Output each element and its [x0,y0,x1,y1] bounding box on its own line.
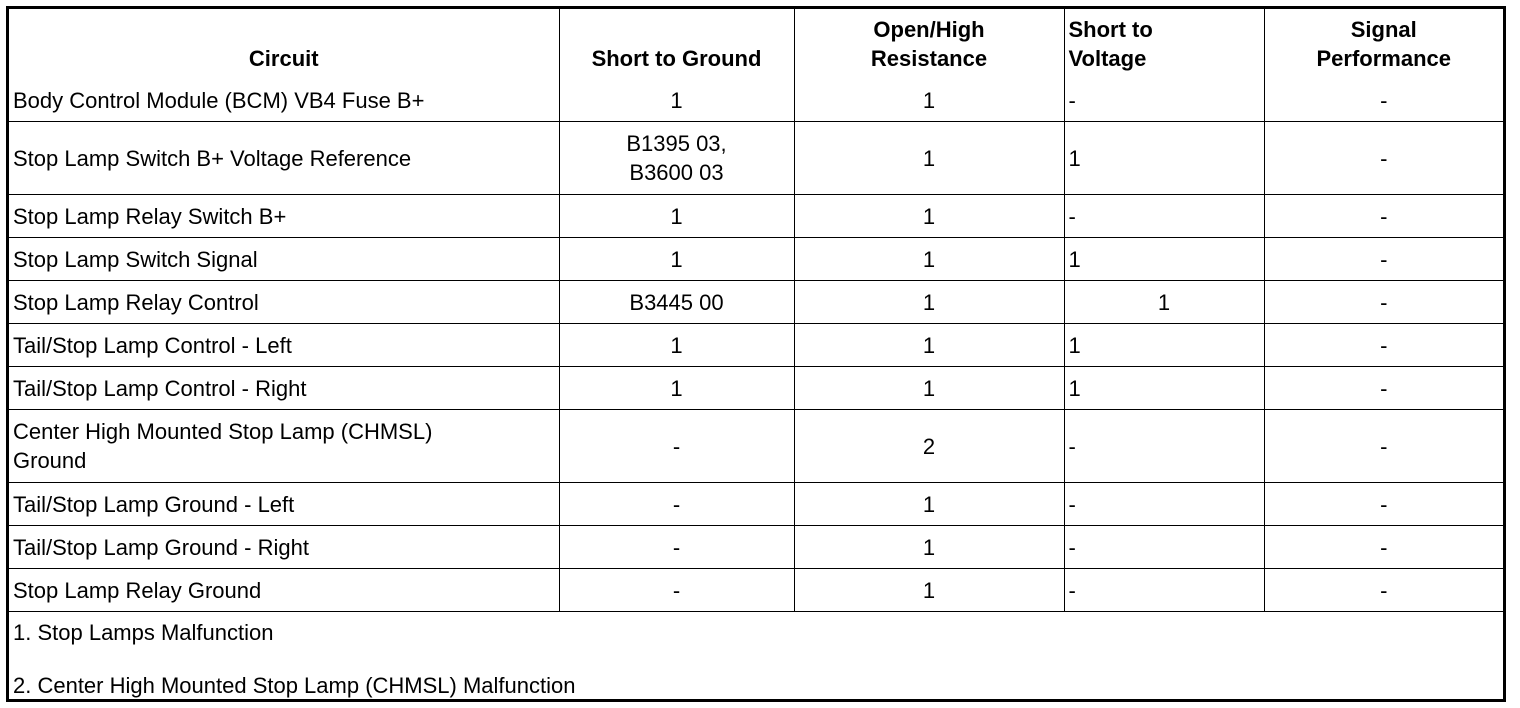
circuit-cell: Tail/Stop Lamp Ground - Right [9,526,559,569]
signal-performance-cell: - [1264,122,1503,195]
table-row [9,195,1503,238]
open-high-cell: 1 [794,483,1064,526]
short-ground-cell: - [559,526,794,569]
circuit-cell: Tail/Stop Lamp Control - Left [9,324,559,367]
signal-performance-cell: - [1264,324,1503,367]
circuit-cell: Tail/Stop Lamp Control - Right [9,367,559,410]
signal-performance-cell: - [1264,526,1503,569]
header-open-high-line-1: Open/High [873,17,985,42]
open-high-cell: 1 [794,195,1064,238]
symptom-diagnostic-table [9,9,1503,705]
signal-performance-cell: - [1264,483,1503,526]
short-ground-cell: 1 [559,195,794,238]
open-high-cell: 1 [794,238,1064,281]
open-high-cell: 1 [794,367,1064,410]
signal-performance-cell: - [1264,79,1503,122]
signal-performance-cell: - [1264,410,1503,483]
short-ground-cell: 1 [559,324,794,367]
header-open-high-line-2: Resistance [870,46,988,71]
signal-performance-cell: - [1264,281,1503,324]
short-voltage-cell: 1 [1064,122,1264,195]
header-short-voltage-line-1: Short to [1068,17,1153,42]
short-voltage-cell: - [1064,526,1264,569]
short-voltage-cell: 1 [1064,367,1264,410]
table-row [9,569,1503,612]
circuit-cell: Stop Lamp Switch Signal [9,238,559,281]
short-ground-cell: - [559,410,794,483]
header-signal-perf-line-1: Signal [1350,17,1417,42]
dtc-line-1: B1395 03, [626,131,727,156]
short-ground-cell: B3445 00 [559,281,794,324]
note-1: 1. Stop Lamps Malfunction [13,619,274,645]
circuit-cell: Stop Lamp Relay Control [9,281,559,324]
short-voltage-cell: 1 [1064,324,1264,367]
short-voltage-cell: 1 [1064,281,1264,324]
header-short-to-ground: Short to Ground [559,9,794,79]
open-high-cell: 1 [794,569,1064,612]
circuit-cell [9,410,559,483]
table-row [9,367,1503,410]
short-voltage-cell: - [1064,79,1264,122]
notes-row [9,612,1503,706]
signal-performance-cell: - [1264,367,1503,410]
header-short-to-voltage [1064,9,1264,79]
signal-performance-cell: - [1264,195,1503,238]
header-open-high-resistance [794,9,1064,79]
signal-performance-cell: - [1264,238,1503,281]
short-ground-cell: 1 [559,79,794,122]
short-voltage-cell: - [1064,569,1264,612]
open-high-cell: 1 [794,281,1064,324]
short-voltage-cell: - [1064,410,1264,483]
table-row [9,122,1503,195]
short-ground-cell: - [559,483,794,526]
short-voltage-cell: 1 [1064,238,1264,281]
circuit-cell: Stop Lamp Relay Ground [9,569,559,612]
notes-cell [9,612,1503,706]
circuit-cell: Tail/Stop Lamp Ground - Left [9,483,559,526]
note-spacer [13,647,1499,671]
table-row [9,526,1503,569]
short-ground-cell: 1 [559,238,794,281]
header-circuit: Circuit [9,9,559,79]
short-ground-cell [559,122,794,195]
header-short-voltage-line-2: Voltage [1068,46,1147,71]
diagnostic-table-frame [6,6,1506,702]
table-row [9,281,1503,324]
note-2: 2. Center High Mounted Stop Lamp (CHMSL) Malfunction [13,672,576,698]
short-voltage-cell: - [1064,195,1264,238]
table-row [9,324,1503,367]
dtc-line-2: B3600 03 [629,160,724,185]
short-ground-cell: - [559,569,794,612]
short-ground-cell: 1 [559,367,794,410]
header-row [9,9,1503,79]
circuit-line-1: Center High Mounted Stop Lamp (CHMSL) [13,419,433,444]
circuit-cell: Stop Lamp Switch B+ Voltage Reference [9,122,559,195]
table-row [9,483,1503,526]
table-row [9,410,1503,483]
open-high-cell: 1 [794,324,1064,367]
open-high-cell: 1 [794,122,1064,195]
short-voltage-cell: - [1064,483,1264,526]
circuit-line-2: Ground [13,448,87,473]
open-high-cell: 1 [794,526,1064,569]
header-signal-performance [1264,9,1503,79]
signal-performance-cell: - [1264,569,1503,612]
table-row [9,238,1503,281]
table-row [9,79,1503,122]
circuit-cell: Stop Lamp Relay Switch B+ [9,195,559,238]
open-high-cell: 2 [794,410,1064,483]
circuit-cell: Body Control Module (BCM) VB4 Fuse B+ [9,79,559,122]
header-signal-perf-line-2: Performance [1316,46,1451,71]
open-high-cell: 1 [794,79,1064,122]
